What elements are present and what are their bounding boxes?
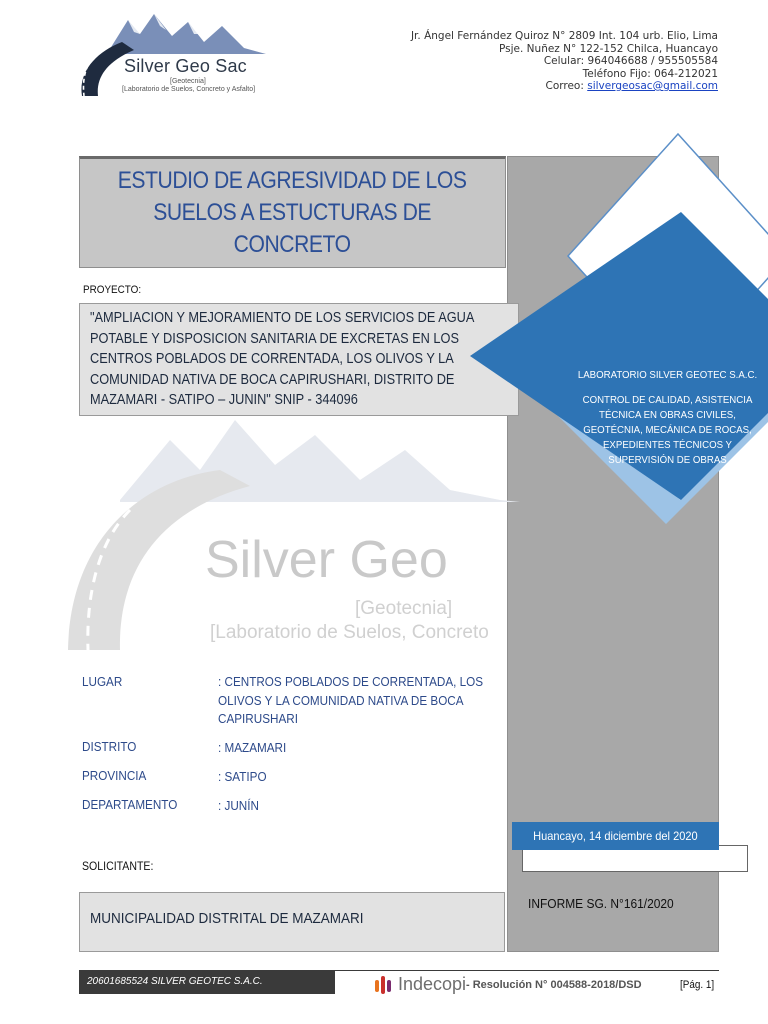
solicitante-label: SOLICITANTE: bbox=[82, 859, 154, 873]
distrito-value: : MAZAMARI bbox=[218, 740, 287, 755]
provincia-label: PROVINCIA bbox=[82, 768, 147, 783]
lab-services-line-2: TÉCNICA EN OBRAS CIVILES, bbox=[599, 409, 736, 421]
lab-services-line-1: CONTROL DE CALIDAD, ASISTENCIA bbox=[582, 394, 753, 406]
indecopi-icon bbox=[374, 974, 392, 996]
proyecto-line-1: "AMPLIACION Y MEJORAMIENTO DE LOS SERVICIOS DE AGUA bbox=[90, 310, 475, 326]
cell-phone: Celular: 964046688 / 955505584 bbox=[543, 55, 718, 67]
email-line bbox=[411, 80, 718, 93]
departamento-value: : JUNÍN bbox=[218, 798, 259, 813]
watermark-tagline: [Laboratorio de Suelos, Concreto bbox=[210, 622, 489, 643]
watermark-brand: Silver Geo bbox=[205, 531, 448, 589]
provincia-value: : SATIPO bbox=[218, 769, 267, 784]
brand-name: Silver Geo Sac bbox=[124, 56, 247, 76]
footer-company: 20601685524 SILVER GEOTEC S.A.C. bbox=[79, 970, 335, 994]
document-title-line-1: ESTUDIO DE AGRESIVIDAD DE LOS bbox=[118, 167, 467, 194]
proyecto-line-3: CENTROS POBLADOS DE CORRENTADA, LOS OLIVOS Y LA bbox=[90, 351, 454, 367]
document-title-line-2: SUELOS A ESTUCTURAS DE bbox=[153, 199, 432, 226]
lugar-value-line-2: OLIVOS Y LA COMUNIDAD NATIVA DE BOCA bbox=[218, 692, 464, 708]
brand-subtitle: [Geotecnia] bbox=[170, 78, 206, 85]
solicitante-value: MUNICIPALIDAD DISTRITAL DE MAZAMARI bbox=[90, 910, 364, 927]
resolucion-text: - Resolución N° 004588-2018/DSD bbox=[466, 979, 642, 991]
lugar-value-line-3: CAPIRUSHARI bbox=[218, 711, 298, 726]
page-number: [Pág. 1] bbox=[680, 979, 715, 991]
date-text: Huancayo, 14 diciembre del 2020 bbox=[533, 829, 698, 843]
email-label: Correo: bbox=[545, 80, 584, 92]
indecopi-logo-text: Indecopi bbox=[398, 974, 467, 994]
brand-tagline: [Laboratorio de Suelos, Concreto y Asfalto] bbox=[122, 86, 256, 93]
watermark-subtitle: [Geotecnia] bbox=[355, 598, 453, 619]
lab-name: LABORATORIO SILVER GEOTEC S.A.C. bbox=[577, 369, 758, 381]
document-title-line-3: CONCRETO bbox=[234, 231, 351, 258]
lab-services-line-4: EXPEDIENTES TÉCNICOS Y bbox=[602, 439, 733, 451]
decorative-diamonds bbox=[440, 120, 768, 590]
proyecto-line-5: MAZAMARI - SATIPO – JUNIN" SNIP - 344096 bbox=[90, 392, 358, 408]
proyecto-line-2: POTABLE Y DISPOSICION SANITARIA DE EXCRETAS EN LOS bbox=[90, 330, 459, 347]
distrito-label: DISTRITO bbox=[82, 739, 137, 754]
lugar-value bbox=[218, 673, 488, 729]
lab-services-panel bbox=[565, 368, 768, 468]
lab-services-line-3: GEOTÉCNIA, MECÁNICA DE ROCAS, bbox=[583, 424, 752, 436]
report-number: INFORME SG. N°161/2020 bbox=[528, 896, 674, 911]
departamento-label: DEPARTAMENTO bbox=[82, 797, 178, 812]
lab-services-line-5: SUPERVISIÓN DE OBRAS bbox=[608, 454, 727, 466]
address-line-2: Psje. Nuñez N° 122-152 Chilca, Huancayo bbox=[499, 42, 718, 55]
solicitante-box bbox=[79, 892, 505, 952]
date-box bbox=[512, 822, 719, 850]
proyecto-line-4: COMUNIDAD NATIVA DE BOCA CAPIRUSHARI, DISTRITO DE bbox=[90, 371, 455, 388]
landline-phone: Teléfono Fijo: 064-212021 bbox=[582, 67, 718, 80]
lugar-value-line-1: : CENTROS POBLADOS DE CORRENTADA, LOS bbox=[218, 674, 484, 689]
address-line-1: Jr. Ángel Fernández Quiroz N° 2809 Int. 104 urb. Elio, Lima bbox=[410, 30, 718, 42]
lugar-label: LUGAR bbox=[82, 674, 123, 689]
email-link[interactable]: silvergeosac@gmail.com bbox=[587, 80, 718, 92]
contact-info bbox=[411, 30, 718, 93]
footer-divider bbox=[335, 970, 719, 971]
proyecto-label: PROYECTO: bbox=[83, 284, 142, 296]
